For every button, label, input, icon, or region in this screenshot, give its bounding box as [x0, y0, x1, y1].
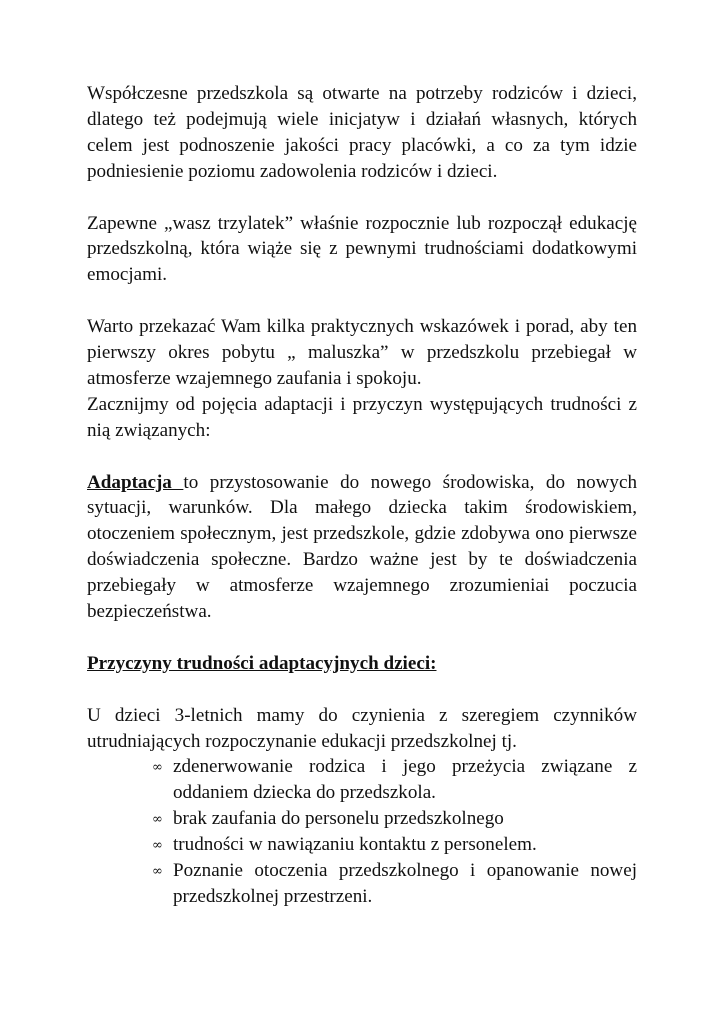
paragraph-spacer — [87, 185, 637, 211]
paragraph-spacer — [87, 677, 637, 703]
trzylatek-paragraph: Zapewne „wasz trzylatek” właśnie rozpocznie lub rozpoczął edukację przedszkolną, która wiąże się z pewnymi trudnościami dodatkowymi emocjami. — [87, 212, 637, 286]
paragraph-spacer — [87, 625, 637, 651]
paragraph-spacer — [87, 288, 637, 314]
infinity-bullet-icon: ∞ — [152, 812, 163, 828]
intro-paragraph: Współczesne przedszkola są otwarte na potrzeby rodziców i dzieci, dlatego też podejmują wiele inicjatyw i działań własnych, których celem jest podnoszenie jakości pracy placówki, a co za tym idzie podniesienie poziomu zadowolenia rodziców i dzieci. — [87, 83, 637, 182]
list-item-text: brak zaufania do personelu przedszkolnego — [173, 808, 504, 830]
section-heading: Przyczyny trudności adaptacyjnych dzieci: — [87, 652, 437, 674]
adaptation-intro-paragraph: Zacznijmy od pojęcia adaptacji i przyczyn występujących trudności z nią związanych: — [87, 393, 637, 441]
list-item — [152, 806, 637, 832]
adaptation-term: Adaptacja — [87, 471, 184, 493]
list-item-text: zdenerwowanie rodzica i jego przeżycia związane z oddaniem dziecka do przedszkola. — [173, 756, 637, 804]
paragraph-spacer — [87, 444, 637, 470]
list-item — [152, 858, 637, 910]
list-item — [152, 832, 637, 858]
adaptation-definition-text: to przystosowanie do nowego środowiska, do nowych sytuacji, warunków. Dla małego dziecka takim środowiskiem, otoczeniem społecznym, jest przedszkole, gdzie zdobywa ono pierwsze doświadczenia społeczne. Bardzo ważne jest by te doświadczenia przebiegały w atmosferze wzajemnego zrozumieniai poczucia bezpieczeństwa. — [87, 471, 637, 623]
adaptation-definition-paragraph — [87, 470, 637, 625]
list-item — [152, 754, 637, 806]
advice-paragraph: Warto przekazać Wam kilka praktycznych wskazówek i porad, aby ten pierwszy okres pobytu „ maluszka” w przedszkolu przebiegał w atmosferze wzajemnego zaufania i spokoju. — [87, 316, 637, 389]
infinity-bullet-icon: ∞ — [152, 760, 163, 776]
factors-list — [87, 754, 637, 909]
list-item-text: trudności w nawiązaniu kontaktu z personelem. — [173, 834, 537, 856]
list-item-text: Poznanie otoczenia przedszkolnego i opanowanie nowej przedszkolnej przestrzeni. — [173, 860, 637, 908]
factors-paragraph: U dzieci 3-letnich mamy do czynienia z szeregiem czynników utrudniających rozpoczynanie edukacji przedszkolnej tj. — [87, 704, 637, 752]
infinity-bullet-icon: ∞ — [152, 838, 163, 854]
infinity-bullet-icon: ∞ — [152, 864, 163, 880]
